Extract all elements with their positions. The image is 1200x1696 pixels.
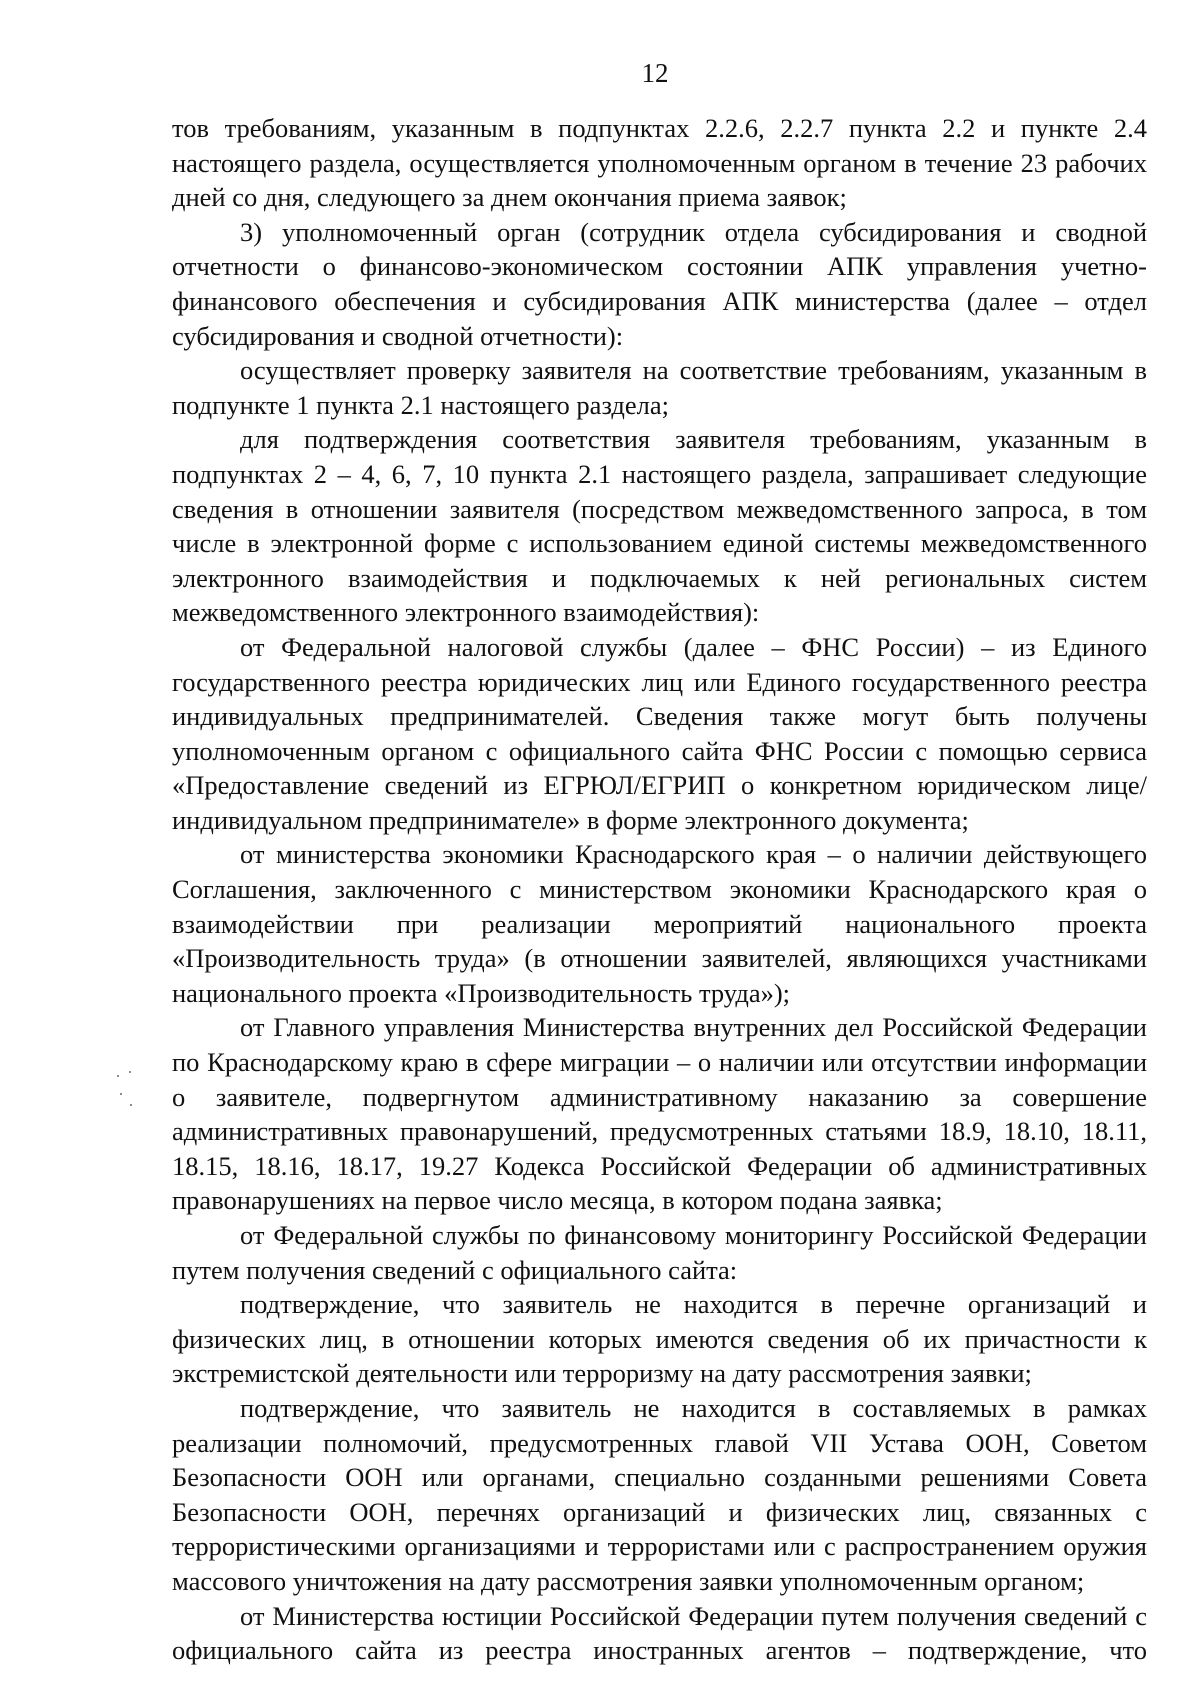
paragraph-rosfinmonitoring: от Федеральной службы по финансовому мониторингу Российской Федерации путем получения сведений с официального сайта:	[172, 1220, 1147, 1285]
paragraph-fns: от Федеральной налоговой службы (далее – ФНС России) – из Единого государственного реестра юридических лиц или Единого государственного реестра индивидуальных предпринимателей. Сведения также могут быть получены уполномоченным органом с официального сайта ФНС России с помощью сервиса «Предоставление сведений из ЕГРЮЛ/ЕГРИП о конкретном юридическом лице/индивидуальном предпринимателе» в форме электронного документа;	[172, 631, 1147, 835]
page-number: 12	[641, 58, 669, 88]
paragraph-interagency-request: для подтверждения соответствия заявителя требованиям, указанным в подпунктах 2 – 4, 6, 7, 10 пункта 2.1 настоящего раздела, запрашивает следующие сведения в отношении заявителя (посредством межведомственного запроса, в том числе в электронной форме с использованием единой системы межведомственного электронного взаимодействия и подключаемых к ней региональных систем межведомственного электронного взаимодействия):	[172, 424, 1147, 628]
scan-artifact-dot	[117, 1075, 119, 1077]
paragraph-continuation: тов требованиям, указанным в подпунктах 2.2.6, 2.2.7 пункта 2.2 и пункте 2.4 настоящего раздела, осуществляется уполномоченным органом в течение 23 рабочих дней со дня, следующего за днем окончания приема заявок;	[172, 113, 1147, 213]
scan-artifact-dot	[120, 1093, 122, 1095]
scan-artifact-dot	[130, 1104, 132, 1106]
paragraph-ministry-economy: от министерства экономики Краснодарского края – о наличии действующего Соглашения, заключенного с министерством экономики Краснодарского края о взаимодействии при реализации мероприятий национального проекта «Производительность труда» (в отношении заявителей, являющихся участниками национального проекта «Производительность труда»);	[172, 839, 1147, 1008]
paragraph-extremism-check: подтверждение, что заявитель не находится в перечне организаций и физических лиц, в отношении которых имеются сведения об их причастности к экстремистской деятельности или терроризму на дату рассмотрения заявки;	[172, 1289, 1147, 1389]
document-body	[172, 111, 1147, 1668]
paragraph-authorized-body: 3) уполномоченный орган (сотрудник отдела субсидирования и сводной отчетности о финансово-экономическом состоянии АПК управления учетно-финансового обеспечения и субсидирования АПК министерства (далее – отдел субсидирования и сводной отчетности):	[172, 216, 1147, 351]
paragraph-ministry-justice: от Министерства юстиции Российской Федерации путем получения сведений с официального сайта из реестра иностранных агентов – подтверждение, что	[172, 1600, 1147, 1666]
paragraph-verification: осуществляет проверку заявителя на соответствие требованиям, указанным в подпункте 1 пункта 2.1 настоящего раздела;	[172, 355, 1147, 420]
paragraph-mvd-migration: от Главного управления Министерства внутренних дел Российской Федерации по Краснодарскому краю в сфере миграции – о наличии или отсутствии информации о заявителе, подвергнутом административному наказанию за совершение административных правонарушений, предусмотренных статьями 18.9, 18.10, 18.11, 18.15, 18.16, 18.17, 19.27 Кодекса Российской Федерации об административных правонарушениях на первое число месяца, в котором подана заявка;	[172, 1012, 1147, 1216]
paragraph-un-sanctions-check: подтверждение, что заявитель не находится в составляемых в рамках реализации полномочий, предусмотренных главой VII Устава ООН, Советом Безопасности ООН или органами, специально созданными решениями Совета Безопасности ООН, перечнях организаций и физических лиц, связанных с террористическими организациями и террористами или с распространением оружия массового уничтожения на дату рассмотрения заявки уполномоченным органом;	[172, 1392, 1147, 1596]
scan-artifact-dot	[129, 1071, 131, 1073]
